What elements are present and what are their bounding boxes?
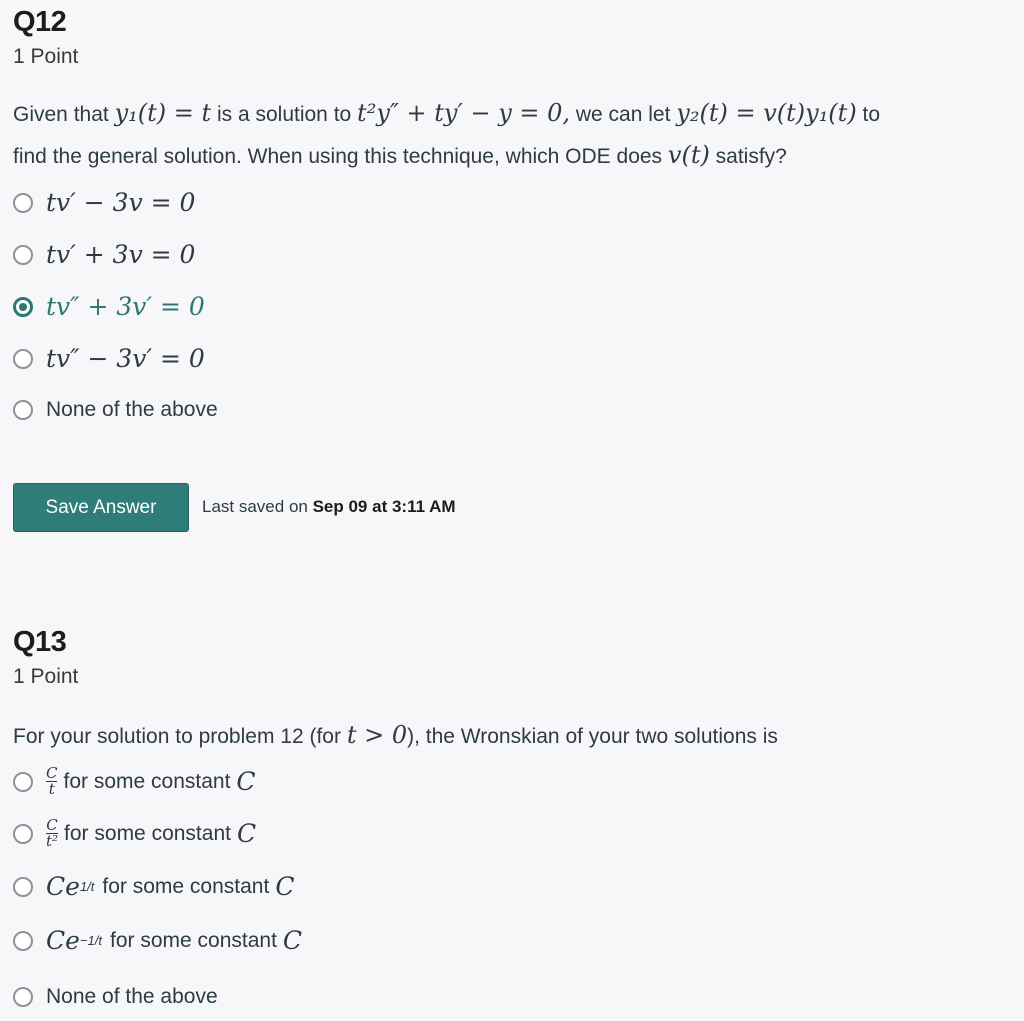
answer-option[interactable]: None of the above <box>13 985 218 1009</box>
question-q13 <box>13 626 1024 689</box>
question-prompt: For your solution to problem 12 (for t > 0), the Wronskian of your two solutions is <box>13 721 778 749</box>
last-saved-status: Last saved on Sep 09 at 3:11 AM <box>202 497 456 516</box>
math-fraction: $\frac{C}{t}$ <box>46 764 58 798</box>
math-y1: y₁(t) = t <box>114 99 212 127</box>
answer-option[interactable]: None of the above <box>13 398 218 422</box>
question-title: Q12 <box>13 6 67 38</box>
question-prompt: Given that y₁(t) = t is a solution to t²y″ + ty′ − y = 0, we can let y₂(t) = v(t)y₁(t) to find the general solution. When using this technique, which ODE does v(t) satisfy? <box>13 99 881 169</box>
answer-option[interactable]: Ce −1/t for some constant C <box>13 926 302 955</box>
math-condition: t > 0 <box>346 721 408 749</box>
math-vt: v(t) <box>667 141 710 169</box>
radio-button[interactable] <box>13 772 33 792</box>
answer-option[interactable]: tv″ − 3v′ = 0 <box>13 344 205 373</box>
radio-button-checked[interactable] <box>13 297 33 317</box>
radio-button[interactable] <box>13 193 33 213</box>
question-points: 1 Point <box>13 665 79 688</box>
answer-option[interactable]: Ce 1/t for some constant C <box>13 872 294 901</box>
math-ode: t²y″ + ty′ − y = 0, <box>357 99 571 127</box>
question-title: Q13 <box>13 626 67 658</box>
answer-option[interactable]: $\frac{C}{\text{t²}}$ for some constant C <box>13 818 256 849</box>
math-y2: y₂(t) = v(t)y₁(t) <box>676 99 857 127</box>
save-answer-button[interactable]: Save Answer <box>13 483 189 532</box>
radio-button[interactable] <box>13 931 33 951</box>
answer-option[interactable]: tv′ − 3v = 0 <box>13 188 195 217</box>
answer-option[interactable]: tv′ + 3v = 0 <box>13 240 195 269</box>
math-fraction: $\frac{C}{\text{t²}}$ <box>46 816 59 850</box>
math-exponent: 1/t <box>79 879 95 894</box>
answer-option[interactable]: $\frac{C}{t}$ for some constant C <box>13 766 256 797</box>
radio-button[interactable] <box>13 824 33 844</box>
last-saved-time: Sep 09 at 3:11 AM <box>312 497 456 516</box>
question-q12 <box>13 6 1024 69</box>
radio-button[interactable] <box>13 245 33 265</box>
radio-button[interactable] <box>13 349 33 369</box>
radio-button[interactable] <box>13 987 33 1007</box>
math-exponent: −1/t <box>79 933 102 948</box>
question-points: 1 Point <box>13 45 79 68</box>
radio-button[interactable] <box>13 877 33 897</box>
radio-button[interactable] <box>13 400 33 420</box>
answer-option-selected[interactable]: tv″ + 3v′ = 0 <box>13 292 205 321</box>
